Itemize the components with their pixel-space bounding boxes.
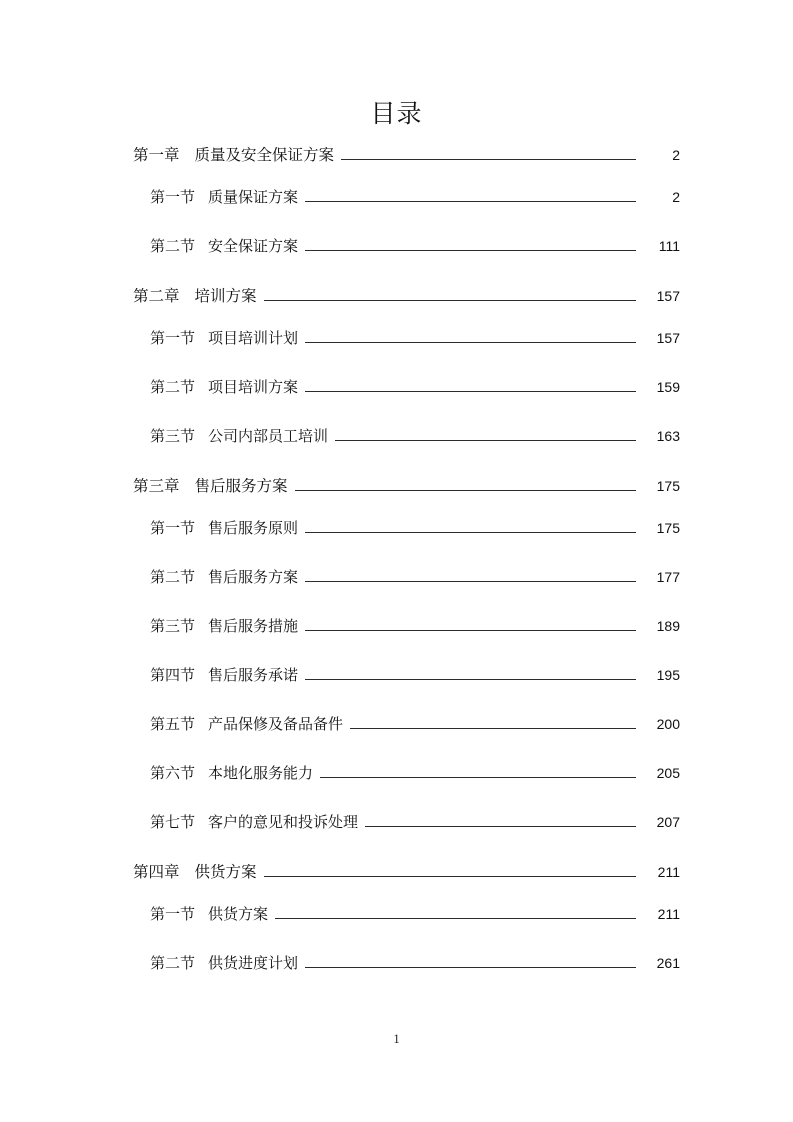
toc-entry-label: 项目培训计划	[208, 331, 299, 347]
toc-entry-page-number: 175	[656, 520, 680, 536]
toc-entry-number: 第三节	[150, 619, 196, 635]
toc-entry[interactable]	[120, 327, 680, 376]
toc-entry-page-number: 205	[656, 765, 680, 781]
toc-entry-page-number: 157	[656, 330, 680, 346]
toc-entry-label: 培训方案	[194, 288, 257, 305]
toc-entry[interactable]	[120, 903, 680, 952]
toc-entry[interactable]	[120, 517, 680, 566]
toc-leader-line	[305, 616, 636, 631]
toc-entry-page-number: 163	[656, 428, 680, 444]
toc-entry[interactable]	[120, 811, 680, 860]
toc-entry-number: 第一节	[150, 521, 196, 537]
toc-entry-number: 第五节	[150, 717, 196, 733]
toc-entry-page-number: 207	[656, 814, 680, 830]
toc-entry-page-number: 195	[656, 667, 680, 683]
toc-leader-line	[305, 567, 636, 582]
toc-entry-label: 安全保证方案	[208, 239, 299, 255]
toc-leader-line	[365, 812, 636, 827]
toc-entry-page-number: 111	[658, 238, 680, 254]
toc-entry-page-number: 2	[672, 189, 680, 205]
toc-entry[interactable]	[120, 376, 680, 425]
toc-entry[interactable]	[120, 143, 680, 186]
toc-leader-line	[275, 904, 636, 919]
toc-entry-label: 公司内部员工培训	[208, 429, 329, 445]
toc-entry-label: 质量及安全保证方案	[194, 147, 335, 164]
toc-entry-number: 第一节	[150, 907, 196, 923]
footer-page-number: 1	[393, 1032, 400, 1046]
toc-entry-label: 售后服务措施	[208, 619, 299, 635]
toc-leader-line	[264, 286, 636, 302]
toc-leader-line	[305, 236, 636, 251]
toc-entry-page-number: 211	[657, 906, 680, 922]
toc-leader-line	[341, 145, 636, 161]
toc-entry-label: 售后服务方案	[194, 478, 288, 495]
toc-entry-label: 项目培训方案	[208, 380, 299, 396]
toc-entry-number: 第二章	[133, 288, 180, 305]
toc-leader-line	[305, 665, 636, 680]
toc-entry[interactable]	[120, 474, 680, 517]
toc-entry-label: 质量保证方案	[208, 190, 299, 206]
toc-leader-line	[305, 953, 636, 968]
toc-entry-label: 本地化服务能力	[208, 766, 314, 782]
toc-entry-label: 供货进度计划	[208, 956, 299, 972]
toc-entry-number: 第四章	[133, 864, 180, 881]
toc-entry-page-number: 261	[656, 955, 680, 971]
toc-entry-label: 售后服务方案	[208, 570, 299, 586]
toc-leader-line	[295, 476, 636, 492]
toc-entry-number: 第二节	[150, 380, 196, 396]
toc-entry-label: 客户的意见和投诉处理	[208, 815, 359, 831]
toc-leader-line	[305, 377, 636, 392]
toc-leader-line	[350, 714, 636, 729]
toc-entry-page-number: 177	[656, 569, 680, 585]
toc-entry-page-number: 211	[657, 864, 680, 880]
toc-entry-page-number: 2	[672, 147, 680, 163]
toc-entry[interactable]	[120, 186, 680, 235]
toc-entry-label: 供货方案	[194, 864, 257, 881]
toc-entry[interactable]	[120, 762, 680, 811]
toc-entry-page-number: 175	[656, 478, 680, 494]
toc-leader-line	[320, 763, 636, 778]
toc-entry-number: 第一章	[133, 147, 180, 164]
toc-entry-number: 第一节	[150, 331, 196, 347]
toc-entry-number: 第二节	[150, 956, 196, 972]
toc-entry-label: 售后服务承诺	[208, 668, 299, 684]
table-of-contents	[120, 143, 680, 1001]
toc-entry-number: 第四节	[150, 668, 196, 684]
toc-leader-line	[305, 187, 636, 202]
toc-entry-number: 第一节	[150, 190, 196, 206]
toc-entry[interactable]	[120, 284, 680, 327]
toc-leader-line	[305, 518, 636, 533]
toc-entry-number: 第三节	[150, 429, 196, 445]
toc-entry-page-number: 200	[656, 716, 680, 732]
toc-entry-number: 第二节	[150, 570, 196, 586]
toc-entry-page-number: 189	[656, 618, 680, 634]
toc-entry[interactable]	[120, 566, 680, 615]
toc-leader-line	[305, 328, 636, 343]
toc-entry[interactable]	[120, 713, 680, 762]
toc-entry[interactable]	[120, 235, 680, 284]
toc-entry[interactable]	[120, 952, 680, 1001]
toc-entry-number: 第七节	[150, 815, 196, 831]
toc-entry-number: 第三章	[133, 478, 180, 495]
toc-leader-line	[264, 862, 636, 878]
toc-entry[interactable]	[120, 664, 680, 713]
page-title: 目录	[370, 101, 423, 128]
toc-entry-label: 供货方案	[208, 907, 269, 923]
toc-entry[interactable]	[120, 615, 680, 664]
toc-entry[interactable]	[120, 425, 680, 474]
toc-entry-label: 售后服务原则	[208, 521, 299, 537]
toc-entry-number: 第六节	[150, 766, 196, 782]
toc-leader-line	[335, 426, 636, 441]
toc-entry-page-number: 159	[656, 379, 680, 395]
toc-entry-label: 产品保修及备品备件	[208, 717, 344, 733]
toc-entry[interactable]	[120, 860, 680, 903]
toc-entry-number: 第二节	[150, 239, 196, 255]
toc-entry-page-number: 157	[656, 288, 680, 304]
